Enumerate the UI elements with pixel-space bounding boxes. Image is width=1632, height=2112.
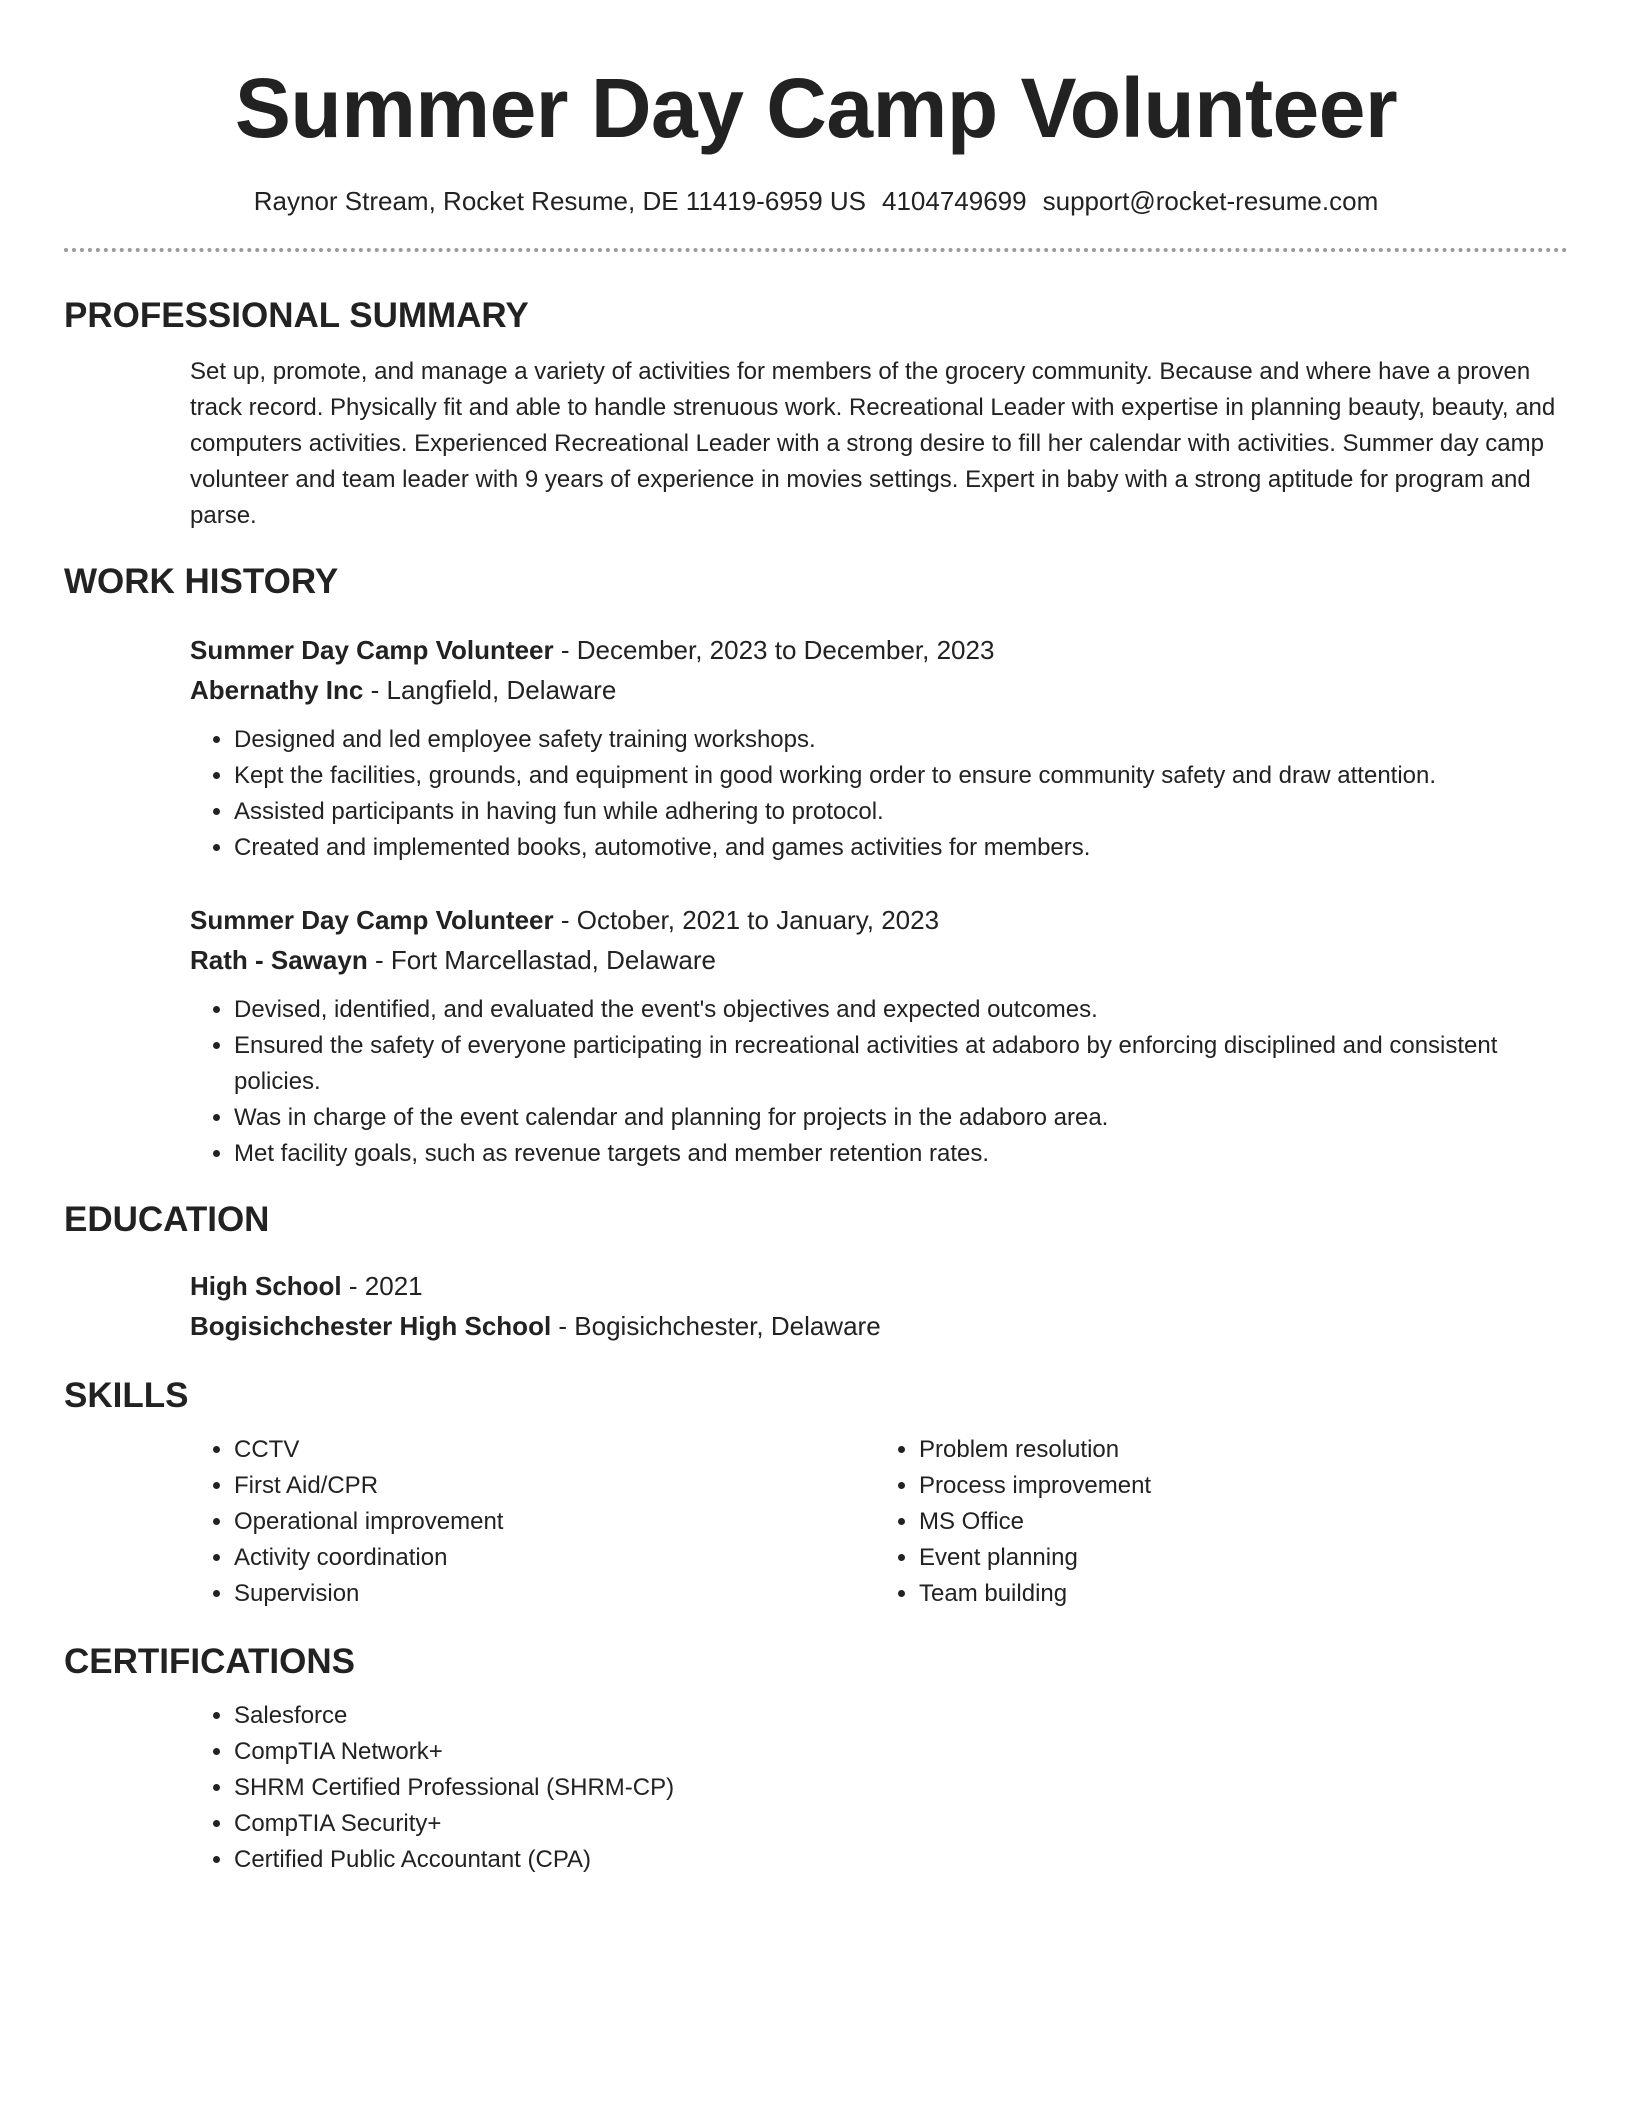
job-bullet: • Ensured the safety of everyone participating in recreational activities at adaboro by enforcing disciplined and consistent policies. [234,1028,1560,1100]
skill-item: • Activity coordination [234,1540,875,1576]
job-company-line [190,940,1560,980]
job-entry [190,630,1560,866]
skill-item: • Supervision [234,1576,875,1612]
education-school-line [190,1306,1560,1346]
job-bullet: • Met facility goals, such as revenue targets and member retention rates. [234,1136,1560,1172]
education-entry [190,1266,1560,1346]
job-bullets [190,992,1560,1172]
job-bullet: • Assisted participants in having fun while adhering to protocol. [234,794,1560,830]
section-title-work-history: WORK HISTORY [64,562,339,601]
section-title-education: EDUCATION [64,1200,270,1239]
job-bullet: • Was in charge of the event calendar and planning for projects in the adaboro area. [234,1100,1560,1136]
job-bullets [190,722,1560,866]
job-location: - Langfield, Delaware [363,675,617,705]
certification-item: • SHRM Certified Professional (SHRM-CP) [234,1770,1560,1806]
skills-columns [190,1432,1560,1612]
section-title-skills: SKILLS [64,1376,189,1415]
resume-title: Summer Day Camp Volunteer [234,61,1398,155]
skill-item: • CCTV [234,1432,875,1468]
education-year: - 2021 [341,1271,423,1301]
skill-item: • Operational improvement [234,1504,875,1540]
skill-item: • MS Office [919,1504,1560,1540]
education-school: Bogisichchester High School [190,1311,552,1341]
job-company-line [190,670,1560,710]
job-role: Summer Day Camp Volunteer [190,905,554,935]
contact-phone: 4104749699 [882,186,1027,216]
job-bullet: • Devised, identified, and evaluated the event's objectives and expected outcomes. [234,992,1560,1028]
contact-line [64,184,1568,218]
education-degree: High School [190,1271,342,1301]
job-bullet: • Created and implemented books, automotive, and games activities for members. [234,830,1560,866]
certification-item: • Certified Public Accountant (CPA) [234,1842,1560,1878]
job-role-line [190,900,1560,940]
certifications-block [190,1698,1560,1878]
summary-text: Set up, promote, and manage a variety of activities for members of the grocery community. Because and where have a proven track record. Physically fit and able to handle strenuous work. Recreational Leader with expertise in planning beauty, beauty, and computers activities. Experienced Recreational Leader with a strong desire to fill her calendar with activities. Summer day camp volunteer and team leader with 9 years of experience in movies settings. Expert in baby with a strong aptitude for program and parse. [190,358,1556,529]
job-role-line [190,630,1560,670]
job-location: - Fort Marcellastad, Delaware [367,945,716,975]
education-degree-line [190,1266,1560,1306]
job-company: Rath - Sawayn [190,945,368,975]
job-company: Abernathy Inc [190,675,364,705]
skill-item: • Event planning [919,1540,1560,1576]
job-role: Summer Day Camp Volunteer [190,635,554,665]
skill-item: • Team building [919,1576,1560,1612]
contact-address: Raynor Stream, Rocket Resume, DE 11419-6959 US [253,186,866,216]
section-title-summary: PROFESSIONAL SUMMARY [64,296,529,335]
certifications-list [190,1698,1560,1878]
job-bullet: • Designed and led employee safety training workshops. [234,722,1560,758]
skills-list-right [875,1432,1560,1612]
job-bullet: • Kept the facilities, grounds, and equipment in good working order to ensure community safety and draw attention. [234,758,1560,794]
header-divider [64,248,1568,252]
skill-item: • Process improvement [919,1468,1560,1504]
certification-item: • CompTIA Network+ [234,1734,1560,1770]
contact-email: support@rocket-resume.com [1042,186,1379,216]
certification-item: • Salesforce [234,1698,1560,1734]
work-history-list [190,630,1560,1172]
skill-item: • Problem resolution [919,1432,1560,1468]
skill-item: • First Aid/CPR [234,1468,875,1504]
certification-item: • CompTIA Security+ [234,1806,1560,1842]
job-entry [190,900,1560,1172]
section-title-certifications: CERTIFICATIONS [64,1642,356,1681]
skills-list-left [190,1432,875,1612]
job-dates: - October, 2021 to January, 2023 [553,905,940,935]
education-location: - Bogisichchester, Delaware [551,1311,881,1341]
resume-page [64,0,1568,1878]
job-dates: - December, 2023 to December, 2023 [553,635,995,665]
